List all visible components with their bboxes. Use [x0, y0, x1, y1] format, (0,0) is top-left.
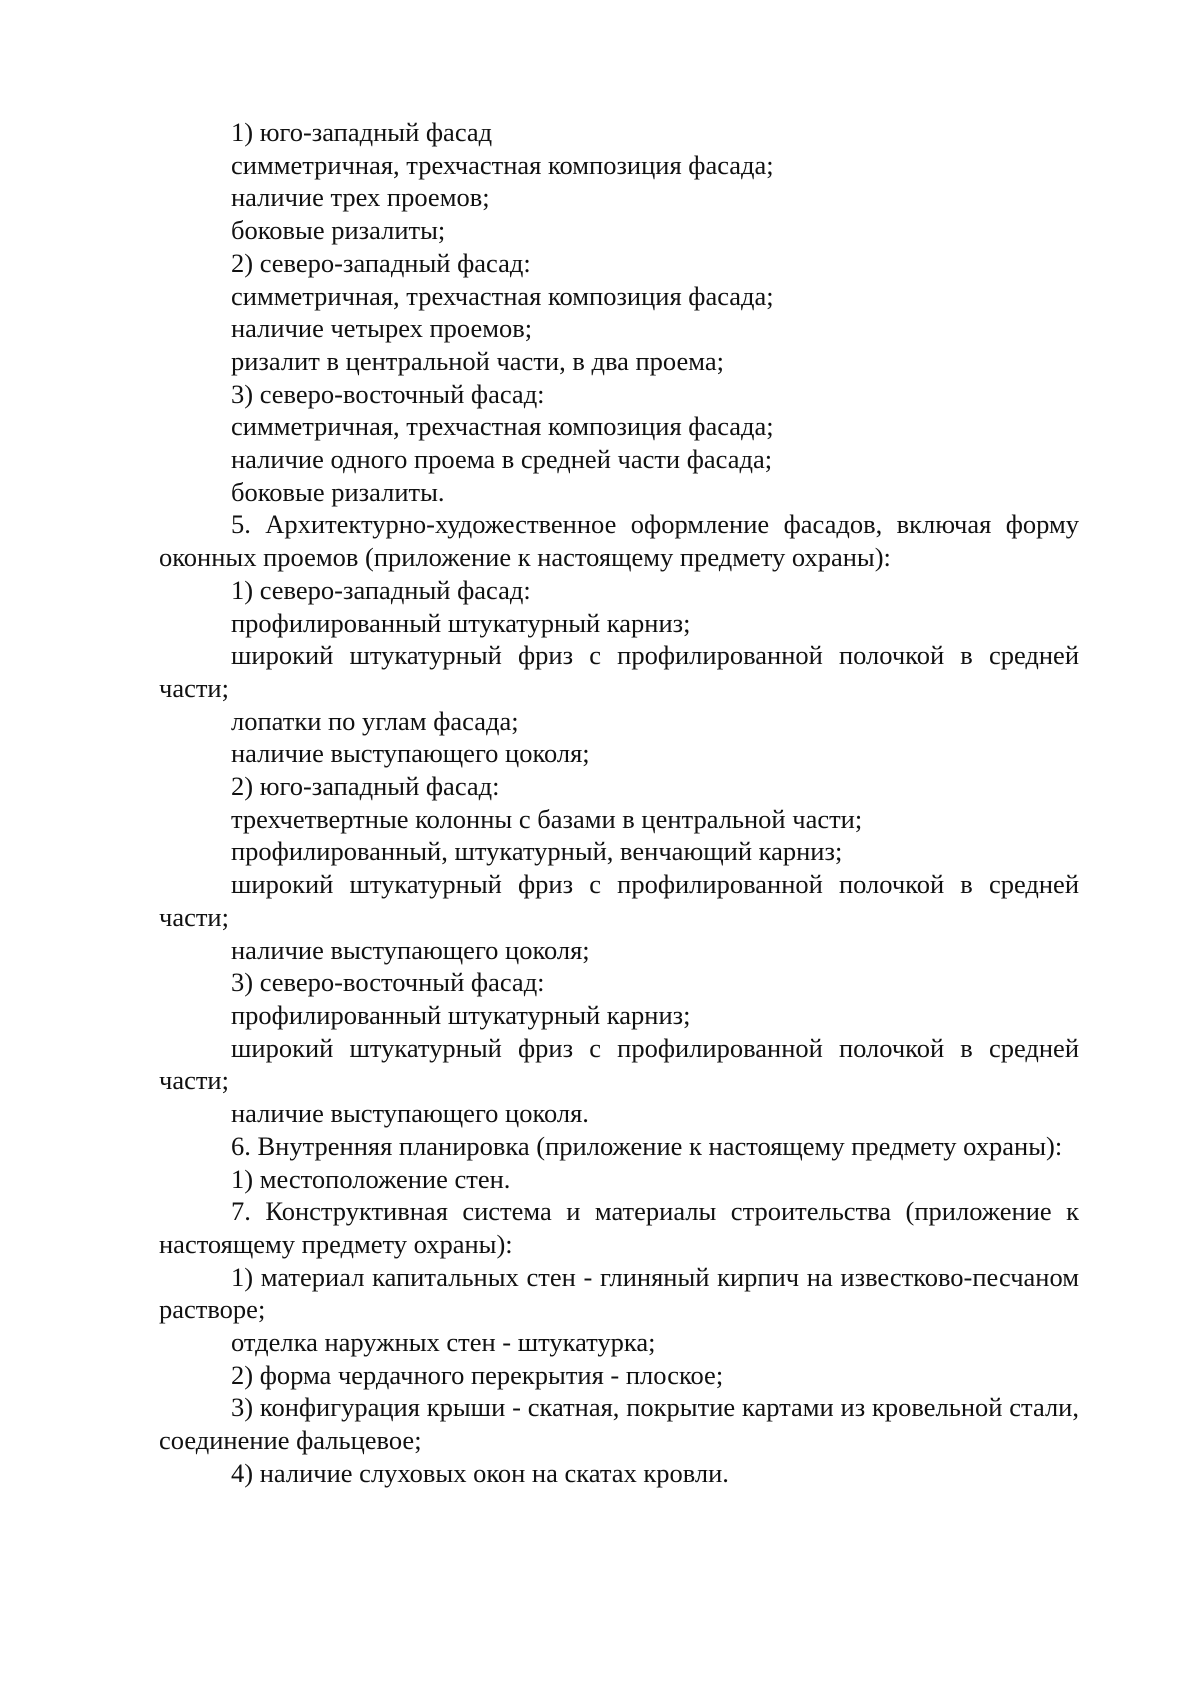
paragraph: 7. Конструктивная система и материалы строительства (приложение к настоящему предмету охраны):	[159, 1196, 1079, 1259]
paragraph: наличие выступающего цоколя;	[231, 738, 590, 769]
paragraph: 6. Внутренняя планировка (приложение к настоящему предмету охраны):	[231, 1130, 1063, 1161]
paragraph: 1) северо-западный фасад:	[231, 574, 531, 605]
paragraph: наличие трех проемов;	[231, 182, 490, 213]
paragraph: 1) материал капитальных стен - глиняный кирпич на известково-песчаном растворе;	[159, 1261, 1079, 1325]
paragraph: 2) форма чердачного перекрытия - плоское;	[231, 1359, 724, 1390]
document-page	[159, 116, 1079, 1490]
paragraph: наличие выступающего цоколя;	[231, 934, 590, 965]
paragraph: 1) местоположение стен.	[231, 1163, 511, 1194]
paragraph: отделка наружных стен - штукатурка;	[231, 1327, 656, 1358]
paragraph: широкий штукатурный фриз с профилированной полочкой в средней части;	[159, 869, 1079, 932]
paragraph: симметричная, трехчастная композиция фасада;	[231, 149, 774, 180]
paragraph: 1) юго-западный фасад	[231, 117, 493, 147]
paragraph: 5. Архитектурно-художественное оформление фасадов, включая форму оконных проемов (приложение к настоящему предмету охраны):	[159, 509, 1079, 573]
paragraph: профилированный штукатурный карниз;	[231, 999, 691, 1030]
paragraph: ризалит в центральной части, в два проема;	[231, 345, 724, 376]
paragraph: широкий штукатурный фриз с профилированной полочкой в средней части;	[159, 640, 1079, 703]
paragraph: боковые ризалиты.	[231, 476, 445, 507]
paragraph: наличие выступающего цоколя.	[231, 1098, 589, 1129]
paragraph: 3) конфигурация крыши - скатная, покрытие картами из кровельной стали, соединение фальцевое;	[159, 1392, 1079, 1456]
paragraph: лопатки по углам фасада;	[231, 705, 519, 736]
paragraph: 2) юго-западный фасад:	[231, 771, 500, 802]
paragraph: 3) северо-восточный фасад:	[231, 378, 545, 409]
paragraph: трехчетвертные колонны с базами в центральной части;	[231, 803, 863, 834]
paragraph: широкий штукатурный фриз с профилированной полочкой в средней части;	[159, 1032, 1079, 1096]
paragraph: 3) северо-восточный фасад:	[231, 967, 545, 998]
paragraph: симметричная, трехчастная композиция фасада;	[231, 280, 774, 311]
paragraph: боковые ризалиты;	[231, 215, 446, 246]
paragraph: профилированный штукатурный карниз;	[231, 607, 691, 638]
paragraph: наличие одного проема в средней части фасада;	[231, 444, 773, 475]
paragraph: симметричная, трехчастная композиция фасада;	[231, 411, 774, 442]
paragraph: наличие четырех проемов;	[231, 313, 533, 344]
paragraph: 4) наличие слуховых окон на скатах кровли.	[231, 1457, 729, 1488]
paragraph: профилированный, штукатурный, венчающий карниз;	[231, 836, 843, 867]
paragraph: 2) северо-западный фасад:	[231, 247, 531, 278]
